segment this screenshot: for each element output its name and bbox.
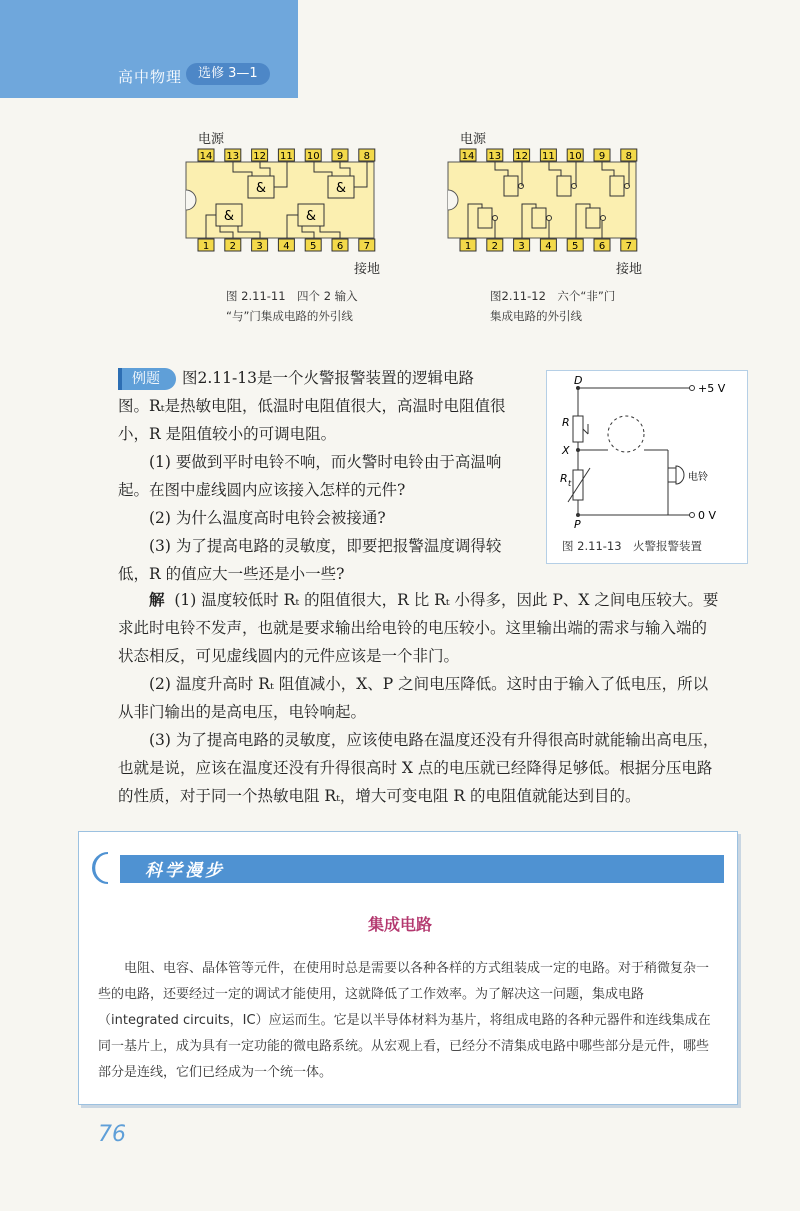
fig1-top-pin-number: 14 <box>199 151 213 162</box>
fig2-ground-label: 接地 <box>616 262 643 277</box>
fig1-bottom-pin-number: 4 <box>283 241 290 252</box>
label-D: D <box>574 374 583 387</box>
module-badge: 选修 3—1 <box>186 63 270 85</box>
fig2-caption <box>490 286 615 326</box>
label-Rt-subscript: t <box>568 479 572 488</box>
example-line-1: 图2.11-13是一个火警报警装置的逻辑电路 <box>182 369 474 387</box>
fig2-top-pin-number: 10 <box>568 151 582 162</box>
fig1-top-pin-number: 8 <box>363 151 370 162</box>
question-3: (3) 为了提高电路的灵敏度，即要把报警温度调得较低，R 的值应大一些还是小一些? <box>118 537 502 583</box>
fig2-top-pin-number: 8 <box>625 151 632 162</box>
question-1: (1) 要做到平时电铃不响，而火警时电铃由于高温响起。在图中虚线圆内应该接入怎样的元件? <box>118 453 502 499</box>
fig1-bottom-pin-number: 1 <box>202 241 210 252</box>
science-paragraph: 电阻、电容、晶体管等元件，在使用时总是需要以各种各样的方式组装成一定的电路。对于稍微复杂一些的电路，还要经过一定的调试才能使用，这就降低了工作效率。为了解决这一问题，集成电路（integrated circuits，IC）应运而生。它是以半导体材料为基片，将组成电路的各种元器件和连线集成在同一基片上，成为具有一定功能的微电路系统。从宏观上看，已经分不清集成电路中哪些部分是元件，哪些部分是连线，它们已经成为一个统一体。 <box>98 961 711 1080</box>
fig1-power-label: 电源 <box>198 132 225 147</box>
fig3-caption: 图 2.11-13 火警报警装置 <box>562 539 703 553</box>
label-bell: 电铃 <box>688 472 708 483</box>
fig1-bottom-pin-number: 5 <box>310 241 317 252</box>
solution <box>118 586 722 810</box>
science-banner-label: 科学漫步 <box>145 861 225 881</box>
solution-part-3: (3) 为了提高电路的灵敏度，应该使电路在温度还没有升得很高时就能输出高电压，也就是说，应该在温度还没有升得很高时 X 点的电压就已经降得足够低。根据分压电路的性质，对于同一个热敏电阻 Rₜ，增大可变电阻 R 的电阻值就能达到目的。 <box>118 731 719 805</box>
fig1-top-pin-number: 9 <box>336 151 344 162</box>
book-title: 高中物理 <box>118 68 183 86</box>
fig2-bottom-pin-number: 1 <box>464 241 472 252</box>
fig2-top-pin-number: 12 <box>515 151 528 162</box>
fig1-top-pin-number: 13 <box>226 151 240 162</box>
fig3-fire-alarm-circuit <box>546 372 746 532</box>
fig2-top-pin-number: 11 <box>542 151 555 162</box>
label-Rt: R <box>560 472 568 485</box>
fig2-bottom-pin-number: 7 <box>625 241 632 252</box>
label-R: R <box>562 416 570 429</box>
fig1-bottom-pin-number: 3 <box>256 241 263 252</box>
fig2-top-pin-number: 9 <box>598 151 606 162</box>
fig2-bottom-pin-number: 4 <box>545 241 552 252</box>
fig1-top-pin-number: 10 <box>306 151 320 162</box>
fig2-power-label: 电源 <box>460 132 487 147</box>
example-tag: 例题 <box>118 368 176 390</box>
solution-label: 解 <box>149 590 165 609</box>
science-title: 集成电路 <box>367 915 432 934</box>
fig2-bottom-pin-number: 5 <box>572 241 579 252</box>
label-P: P <box>574 518 581 531</box>
gate-symbol: & <box>335 181 347 196</box>
fig2-not-gate-ic-diagram <box>442 144 642 256</box>
solution-part-2: (2) 温度升高时 Rₜ 阻值减小，X、P 之间电压降低。这时由于输入了低电压，所以从非门输出的是高电压，电铃响起。 <box>118 675 709 721</box>
fig1-bottom-pin-number: 2 <box>229 241 236 252</box>
fig1-caption <box>226 286 358 326</box>
fig1-caption-line1: 图 2.11-11 四个 2 输入 <box>226 289 358 303</box>
label-X: X <box>562 444 570 457</box>
label-5v: +5 V <box>698 382 726 395</box>
fig2-top-pin-number: 13 <box>488 151 502 162</box>
fig2-caption-line1: 图2.11-12 六个“非”门 <box>490 289 616 303</box>
fig1-top-pin-number: 11 <box>280 151 293 162</box>
page-number: 76 <box>98 1122 126 1147</box>
fig2-caption-line2: 集成电路的外引线 <box>490 309 582 323</box>
fig1-and-gate-ic-diagram <box>180 144 380 256</box>
example-question <box>118 364 510 588</box>
gate-symbol: & <box>305 209 317 224</box>
example-line-2: 图。Rₜ是热敏电阻，低温时电阻值很大，高温时电阻值很 <box>118 397 506 415</box>
gate-symbol: & <box>223 209 235 224</box>
science-text <box>98 956 718 1086</box>
fig1-bottom-pin-number: 7 <box>363 241 370 252</box>
label-0v: 0 V <box>698 509 717 522</box>
fig2-bottom-pin-number: 6 <box>598 241 606 252</box>
fig1-top-pin-number: 12 <box>253 151 266 162</box>
crescent-icon <box>88 849 124 889</box>
fig1-ground-label: 接地 <box>354 262 381 277</box>
solution-part-1: (1) 温度较低时 Rₜ 的阻值很大，R 比 Rₜ 小得多，因此 P、X 之间电压较大。要求此时电铃不发声，也就是要求输出给电铃的电压较小。这里输出端的需求与输入端的状态相反，可见虚线圆内的元件应该是一个非门。 <box>118 591 719 665</box>
fig2-bottom-pin-number: 2 <box>491 241 498 252</box>
gate-symbol: & <box>255 181 267 196</box>
fig2-bottom-pin-number: 3 <box>518 241 525 252</box>
example-line-3: 小，R 是阻值较小的可调电阻。 <box>118 425 337 443</box>
fig2-top-pin-number: 14 <box>461 151 475 162</box>
question-2: (2) 为什么温度高时电铃会被接通? <box>149 509 386 527</box>
fig1-caption-line2: “与”门集成电路的外引线 <box>226 309 353 323</box>
fig1-bottom-pin-number: 6 <box>336 241 344 252</box>
